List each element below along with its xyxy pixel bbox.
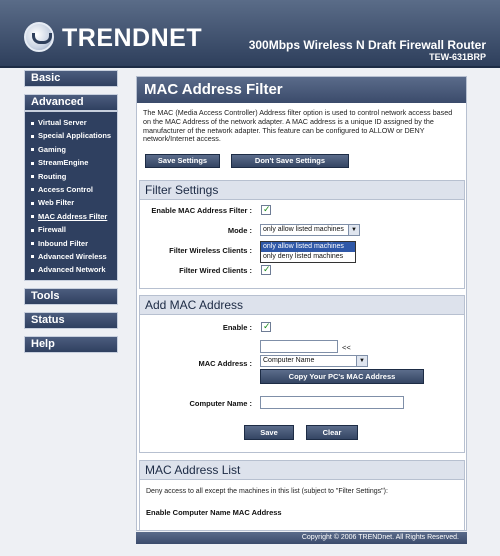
bullet-icon (31, 215, 34, 218)
nav-item-advanced-network[interactable]: Advanced Network (25, 263, 117, 276)
mac-address-input[interactable] (260, 340, 338, 353)
nav-item-special-applications[interactable]: Special Applications (25, 129, 117, 142)
filter-settings-heading: Filter Settings (140, 181, 464, 200)
computer-name-select[interactable]: Computer Name ▼ (260, 355, 368, 367)
computer-name-label: Computer Name : (189, 399, 252, 408)
enable-filter-checkbox[interactable] (261, 205, 271, 215)
bullet-icon (31, 122, 34, 125)
mode-row (140, 220, 464, 240)
mac-list-heading: MAC Address List (140, 461, 464, 480)
footer-bar: Copyright © 2006 TRENDnet. All Rights Reserved. (136, 532, 467, 544)
product-title: 300Mbps Wireless N Draft Firewall Router (248, 38, 486, 52)
clear-button[interactable]: Clear (306, 425, 358, 440)
nav-advanced[interactable]: Advanced (24, 94, 118, 111)
bullet-icon (31, 175, 34, 178)
nav-item-web-filter[interactable]: Web Filter (25, 196, 117, 209)
nav-item-gaming[interactable]: Gaming (25, 143, 117, 156)
nav-status[interactable]: Status (24, 312, 118, 329)
bullet-icon (31, 269, 34, 272)
bullet-icon (31, 255, 34, 258)
add-mac-section (139, 295, 465, 453)
brand-logo-text: TRENDNET (62, 24, 203, 52)
nav-tools[interactable]: Tools (24, 288, 118, 305)
mode-label: Mode : (227, 226, 252, 235)
header-banner (0, 0, 500, 68)
main-panel (136, 76, 467, 531)
save-settings-button[interactable]: Save Settings (145, 154, 220, 168)
mac-list-description: Deny access to all except the machines in this list (subject to "Filter Settings"): (146, 488, 388, 495)
bullet-icon (31, 148, 34, 151)
computer-name-row (140, 389, 464, 415)
mac-list-column-headers: Enable Computer Name MAC Address (146, 508, 282, 517)
chevron-down-icon: ▼ (348, 225, 359, 235)
bullet-icon (31, 242, 34, 245)
intro-text: The MAC (Media Access Controller) Address filter option is used to control network access based on the MAC Address of the network adapter. A MAC address is a unique ID assigned by the manufacturer of the network adapter. This feature can be configured to ALLOW or DENY network/Internet access. (143, 108, 453, 144)
bullet-icon (31, 188, 34, 191)
nav-item-streamengine[interactable]: StreamEngine (25, 156, 117, 169)
mode-dropdown-list (260, 241, 356, 263)
nav-basic[interactable]: Basic (24, 70, 118, 87)
filter-wireless-label: Filter Wireless Clients : (169, 246, 252, 255)
bullet-icon (31, 135, 34, 138)
save-button[interactable]: Save (244, 425, 294, 440)
bullet-icon (31, 229, 34, 232)
bullet-icon (31, 162, 34, 165)
product-model: TEW-631BRP (429, 52, 486, 62)
nav-advanced-submenu (24, 111, 118, 281)
nav-item-firewall[interactable]: Firewall (25, 223, 117, 236)
nav-item-routing[interactable]: Routing (25, 170, 117, 183)
mac-list-section (139, 460, 465, 531)
copy-pc-mac-button[interactable]: Copy Your PC's MAC Address (260, 369, 424, 384)
bullet-icon (31, 202, 34, 205)
nav-item-access-control[interactable]: Access Control (25, 183, 117, 196)
add-enable-checkbox[interactable] (261, 322, 271, 332)
nav-item-mac-address-filter[interactable]: MAC Address Filter (25, 210, 117, 223)
computer-name-input[interactable] (260, 396, 404, 409)
filter-settings-section (139, 180, 465, 289)
add-mac-buttons-row (140, 415, 464, 445)
sidebar-nav (24, 70, 118, 360)
mac-address-label: MAC Address : (198, 359, 252, 368)
chevron-down-icon: ▼ (356, 356, 367, 366)
mode-select[interactable]: only allow listed machines ▼ (260, 224, 360, 236)
page-title: MAC Address Filter (137, 77, 466, 103)
nav-item-inbound-filter[interactable]: Inbound Filter (25, 237, 117, 250)
add-mac-heading: Add MAC Address (140, 296, 464, 315)
enable-filter-row (140, 200, 464, 220)
dont-save-settings-button[interactable]: Don't Save Settings (231, 154, 349, 168)
mac-address-row (140, 337, 464, 389)
mode-option-allow[interactable]: only allow listed machines (261, 242, 355, 252)
nav-item-advanced-wireless[interactable]: Advanced Wireless (25, 250, 117, 263)
mode-option-deny[interactable]: only deny listed machines (263, 253, 344, 260)
filter-wired-checkbox[interactable] (261, 265, 271, 275)
add-enable-row (140, 315, 464, 337)
filter-wired-label: Filter Wired Clients : (179, 266, 252, 275)
filter-wired-row (140, 260, 464, 280)
copy-arrow-label: << (342, 343, 351, 352)
nav-item-virtual-server[interactable]: Virtual Server (25, 116, 117, 129)
enable-filter-label: Enable MAC Address Filter : (151, 206, 252, 215)
add-enable-label: Enable : (222, 323, 252, 332)
nav-help[interactable]: Help (24, 336, 118, 353)
trendnet-logo-icon (24, 22, 54, 52)
